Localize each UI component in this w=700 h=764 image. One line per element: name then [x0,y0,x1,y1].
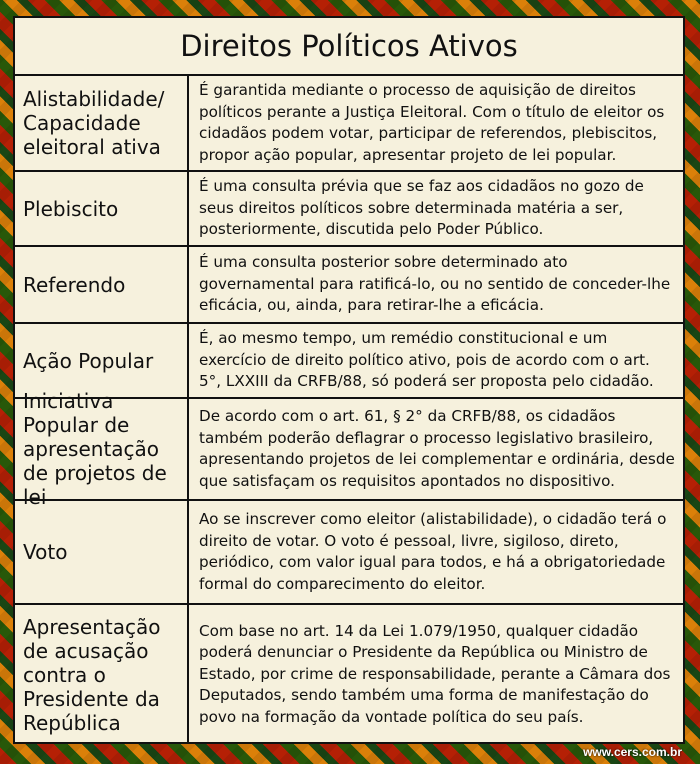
table-frame [13,16,685,744]
table-row [15,247,683,324]
term-cell: Referendo [23,272,126,297]
term-cell: Apresentação de acusação contra o Presidente da República [23,614,161,735]
definition-cell: Ao se inscrever como eleitor (alistabilidade), o cidadão terá o direito de votar. O voto é pessoal, livre, sigiloso, direto, periódico, com valor igual para todos, e há a obrigatoriedade formal do comparecimento do eleitor. [187,501,683,603]
definition-cell: De acordo com o art. 61, § 2° da CRFB/88, os cidadãos também poderão deflagrar o processo legislativo brasileiro, apresentando projetos de lei complementar e ordinária, desde que satisfaçam os requisitos apontados no dispositivo. [187,399,683,499]
table-row [15,76,683,172]
term-cell: Iniciativa Popular de apresentação de projetos de lei [23,389,167,509]
definition-cell: É uma consulta prévia que se faz aos cidadãos no gozo de seus direitos políticos sobre determinada matéria a ser, posteriormente, discutida pelo Poder Público. [187,172,683,245]
definition-cell: Com base no art. 14 da Lei 1.079/1950, qualquer cidadão poderá denunciar o Presidente da República ou Ministro de Estado, por crime de responsabilidade, perante a Câmara dos Deputados, sendo também uma forma de manifestação do povo na formação da vontade política do seu país. [187,605,683,744]
definition-cell: É, ao mesmo tempo, um remédio constitucional e um exercício de direito político ativo, pois de acordo com o art. 5°, LXXIII da CRFB/88, só poderá ser proposta pelo cidadão. [187,324,683,397]
table-row [15,605,683,744]
page-title: Direitos Políticos Ativos [15,18,683,76]
table-row [15,501,683,605]
table-row [15,172,683,247]
table-row [15,324,683,399]
definition-cell: É garantida mediante o processo de aquisição de direitos políticos perante a Justiça Eleitoral. Com o título de eleitor os cidadãos podem votar, participar de referendos, plebiscitos, propor ação popular, apresentar projeto de lei popular. [187,76,683,170]
term-cell: Voto [23,540,68,564]
term-cell: Alistabilidade/ Capacidade eleitoral ativa [23,87,165,159]
site-url: www.cers.com.br [583,745,682,759]
term-cell: Plebiscito [23,196,119,221]
term-cell: Ação Popular [23,348,154,373]
table-row [15,389,683,509]
definitions-table [15,76,683,744]
definition-cell: É uma consulta posterior sobre determinado ato governamental para ratificá-lo, ou no sentido de conceder-lhe eficácia, ou, ainda, para retirar-lhe a eficácia. [187,247,683,322]
